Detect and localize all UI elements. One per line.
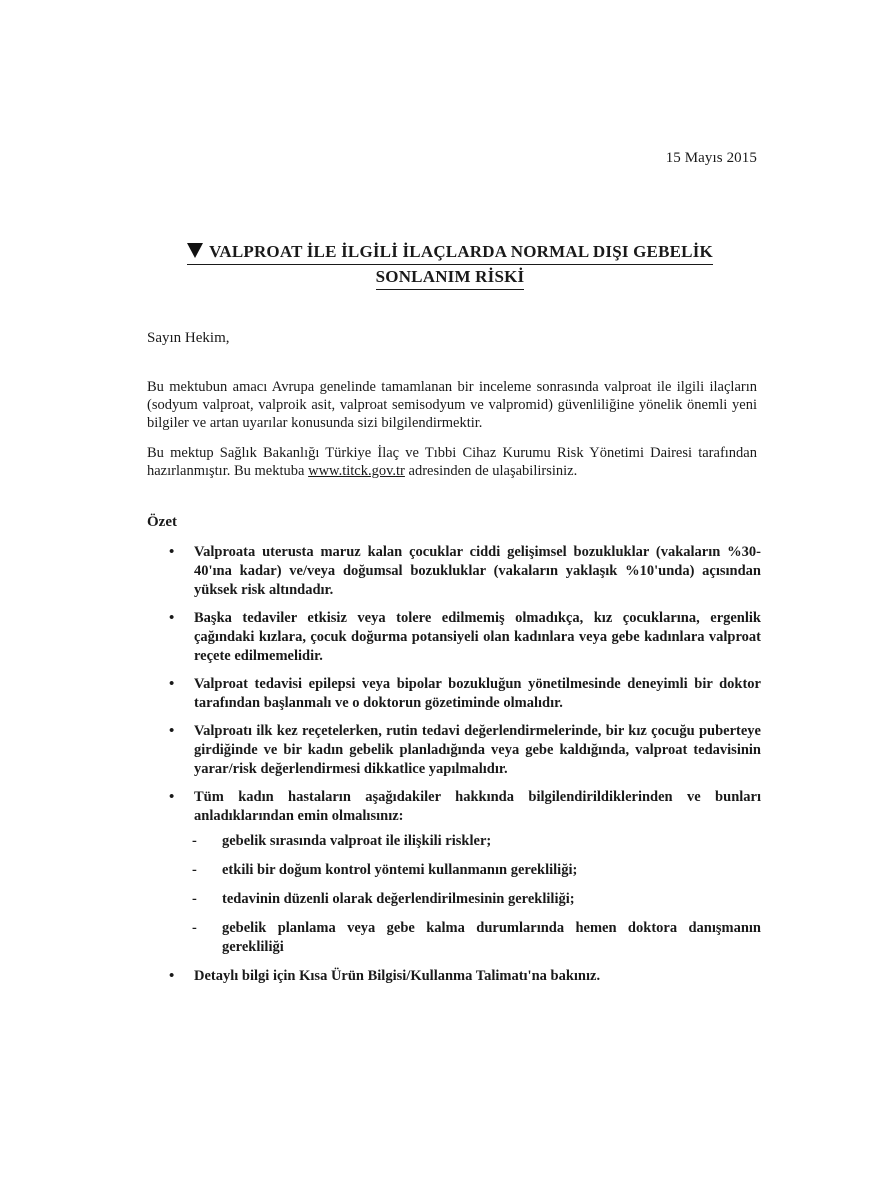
summary-item-text: Detaylı bilgi için Kısa Ürün Bilgisi/Kullanma Talimatı'na bakınız.: [194, 968, 601, 984]
website-link[interactable]: www.titck.gov.tr: [308, 463, 405, 479]
dash-icon: -: [192, 862, 197, 878]
summary-item: [147, 675, 761, 713]
source-paragraph-end: adresinden de ulaşabilirsiniz.: [404, 463, 578, 479]
dash-icon: -: [192, 920, 197, 936]
summary-item-text: Tüm kadın hastaların aşağıdakiler hakkında bilgilendirildiklerinden ve bunları anladıklarından emin olmalısınız:: [194, 789, 761, 824]
salutation: Sayın Hekim,: [147, 330, 230, 346]
bullet-icon: •: [169, 676, 175, 692]
letter-date: 15 Mayıs 2015: [665, 150, 757, 166]
summary-item-text: Başka tedaviler etkisiz veya tolere edilmemiş olmadıkça, kız çocuklarına, ergenlik çağındaki kızlara, çocuk doğurma potansiyeli olan kadınlara veya gebe kadınlara valproat reçete edilmemelidir.: [194, 610, 761, 664]
sublist-item: [194, 861, 761, 880]
bullet-icon: •: [169, 789, 175, 805]
bullet-icon: •: [169, 544, 175, 560]
title-line-1: [187, 240, 713, 265]
summary-item-text: Valproata uterusta maruz kalan çocuklar ciddi gelişimsel bozukluklar (vakaların %30-40'ına kadar) ve/veya doğumsal bozukluklar (vakaların yaklaşık %10'unda) açısından yüksek risk altındadır.: [194, 544, 761, 598]
sublist-item-text: gebelik sırasında valproat ile ilişkili riskler;: [222, 833, 492, 849]
dash-icon: -: [192, 891, 197, 907]
sublist-item: [194, 919, 761, 957]
summary-list: [147, 543, 761, 995]
source-paragraph-text: Bu mektup Sağlık Bakanlığı Türkiye İlaç ve Tıbbi Cihaz Kurumu Risk Yönetimi Dairesi tarafından hazırlanmıştır. Bu mektuba: [147, 445, 757, 479]
summary-item: [147, 788, 761, 957]
summary-heading: Özet: [147, 514, 177, 530]
summary-item: [147, 609, 761, 666]
title-line-2: SONLANIM RİSKİ: [376, 265, 525, 290]
black-triangle-icon: [187, 243, 203, 258]
sublist-item-text: gebelik planlama veya gebe kalma durumlarında hemen doktora danışmanın gerekliliği: [222, 920, 761, 955]
summary-item: [147, 967, 761, 986]
sublist-item: [194, 832, 761, 851]
sublist-item-text: etkili bir doğum kontrol yöntemi kullanmanın gerekliliği;: [222, 862, 578, 878]
intro-paragraph: Bu mektubun amacı Avrupa genelinde tamamlanan bir inceleme sonrasında valproat ile ilgili ilaçların (sodyum valproat, valproik asit, valproat semisodyum ve valpromid) güvenliliğine yönelik önemli yeni bilgiler ve artan uyarılar konusunda sizi bilgilendirmektir.: [147, 379, 757, 431]
title-line-1-text: VALPROAT İLE İLGİLİ İLAÇLARDA NORMAL DIŞI GEBELİK: [209, 242, 713, 261]
summary-item-text: Valproat tedavisi epilepsi veya bipolar bozukluğun yönetilmesinde deneyimli bir doktor tarafından başlanmalı ve o doktorun gözetiminde olmalıdır.: [194, 676, 761, 711]
bullet-icon: •: [169, 968, 175, 984]
sublist-item: [194, 890, 761, 909]
sublist-item-text: tedavinin düzenli olarak değerlendirilmesinin gerekliliği;: [222, 891, 575, 907]
bullet-icon: •: [169, 610, 175, 626]
bullet-icon: •: [169, 723, 175, 739]
letter-title: [140, 240, 760, 290]
patient-info-sublist: [194, 832, 761, 957]
summary-item: [147, 722, 761, 779]
source-paragraph: [147, 444, 757, 480]
summary-item: [147, 543, 761, 600]
summary-item-text: Valproatı ilk kez reçetelerken, rutin tedavi değerlendirmelerinde, bir kız çocuğu puberteye girdiğinde ve bir kadın gebelik planladığında veya gebe kaldığında, valproat tedavisinin yarar/risk değerlendirmesi dikkatlice yapılmalıdır.: [194, 723, 761, 777]
dash-icon: -: [192, 833, 197, 849]
